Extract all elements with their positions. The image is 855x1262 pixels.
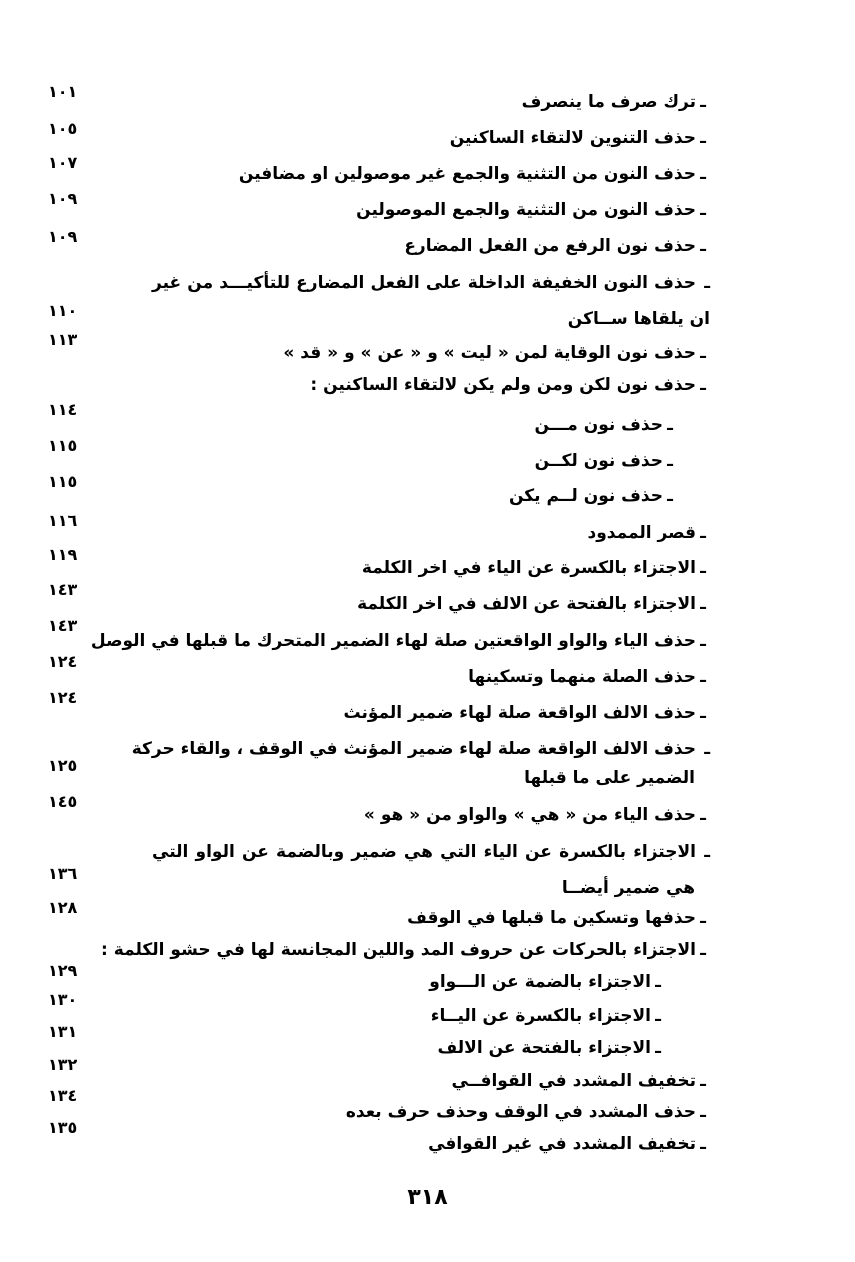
bullet-dash: ـ	[700, 667, 706, 687]
page-number: ١٢٩	[48, 961, 78, 980]
index-entry	[0, 338, 855, 368]
page-number: ١٤٣	[48, 616, 78, 635]
index-entry	[0, 935, 855, 965]
entry-text: تخفيف المشدد في غير القوافي	[428, 1134, 696, 1154]
entry-text: الاجتزاء بالكسرة عن الياء التي هي ضمير وبالضمة عن الواو التي	[152, 842, 696, 862]
entry-text: حذف الياء من « هي » والواو من « هو »	[363, 805, 696, 825]
bullet-dash: ـ	[700, 375, 706, 395]
entry-text: حذف الالف الواقعة صلة لهاء ضمير المؤنث في الوقف ، والقاء حركة	[131, 739, 696, 759]
bullet-dash: ـ	[700, 236, 706, 256]
page-number: ١٣٠	[48, 990, 78, 1009]
bullet-dash: ـ	[655, 1038, 661, 1058]
page-number: ١١٩	[48, 545, 78, 564]
index-entry	[0, 734, 855, 764]
index-entry	[0, 481, 855, 511]
page-number: ١٤٥	[48, 792, 78, 811]
entry-text: الاجتزاء بالفتحة عن الالف	[437, 1038, 651, 1058]
index-entry	[0, 159, 855, 189]
bullet-dash: ـ	[700, 594, 706, 614]
index-entry	[0, 662, 855, 692]
page-number: ١٢٤	[48, 652, 78, 671]
bullet-dash: ـ	[700, 1102, 706, 1122]
entry-text: الاجتزاء بالحركات عن حروف المد واللين المجانسة لها في حشو الكلمة :	[101, 940, 696, 960]
index-entry	[0, 967, 855, 997]
page-number: ١٢٤	[48, 688, 78, 707]
page-number: ١١٤	[48, 400, 78, 419]
index-entry	[0, 837, 855, 867]
index-entry	[0, 123, 855, 153]
bullet-dash: ـ	[700, 1134, 706, 1154]
entry-text: حذف الالف الواقعة صلة لهاء ضمير المؤنث	[343, 703, 696, 723]
index-entry	[0, 1001, 855, 1031]
index-entry	[0, 1066, 855, 1096]
bullet-dash: ـ	[667, 451, 673, 471]
entry-text: قصر الممدود	[587, 523, 696, 543]
index-entry	[0, 626, 855, 656]
bullet-dash: ـ	[700, 200, 706, 220]
index-entry	[0, 763, 855, 793]
page-number: ١٣٢	[48, 1055, 78, 1074]
page-number: ١١٦	[48, 511, 78, 530]
index-entry	[0, 553, 855, 583]
entry-text: حذف نون الرفع من الفعل المضارع	[404, 236, 696, 256]
entry-text: حذف الصلة منهما وتسكينها	[468, 667, 696, 687]
page-number: ١٠٩	[48, 189, 78, 208]
entry-text: حذف النون الخفيفة الداخلة على الفعل المضارع للتأكيـــد من غير	[152, 273, 696, 293]
bullet-dash: ـ	[700, 523, 706, 543]
bullet-dash: ـ	[700, 558, 706, 578]
page-number: ١٠٥	[48, 119, 78, 138]
bullet-dash: ـ	[700, 940, 706, 960]
page-number: ١٢٨	[48, 898, 78, 917]
index-entry	[0, 195, 855, 225]
bullet-dash: ـ	[700, 1071, 706, 1091]
index-entry	[0, 268, 855, 298]
index-entry	[0, 410, 855, 440]
page-number: ١٣٥	[48, 1118, 78, 1137]
page-number: ١٠١	[48, 82, 78, 101]
page-number: ١٣٦	[48, 864, 78, 883]
bullet-dash: ـ	[700, 805, 706, 825]
index-entry	[0, 1129, 855, 1159]
entry-text: حذف النون من التثنية والجمع الموصولين	[356, 200, 696, 220]
page-number: ١٠٩	[48, 227, 78, 246]
entry-text: حذفها وتسكين ما قبلها في الوقف	[407, 908, 696, 928]
entry-text: حذف نون الوقاية لمن « ليت » و « عن » و « قد »	[283, 343, 696, 363]
index-entry	[0, 446, 855, 476]
entry-text: الاجتزاء بالكسرة عن الياء في اخر الكلمة	[361, 558, 696, 578]
entry-text: الاجتزاء بالضمة عن الـــواو	[429, 972, 651, 992]
index-entry	[0, 518, 855, 548]
index-entry	[0, 698, 855, 728]
entry-text: حذف نون لكن ومن ولم يكن لالتقاء الساكنين :	[310, 375, 696, 395]
bullet-dash: ـ	[667, 415, 673, 435]
page-footer-number: ٣١٨	[407, 1185, 448, 1210]
bullet-dash: ـ	[700, 164, 706, 184]
entry-text: حذف النون من التثنية والجمع غير موصولين او مضافين	[238, 164, 696, 184]
page-number: ١٤٣	[48, 580, 78, 599]
page-number: ١١٥	[48, 436, 78, 455]
page-number: ١٣١	[48, 1022, 78, 1041]
entry-text: حذف نون مـــن	[534, 415, 663, 435]
entry-text: هي ضمير أيضــا	[561, 878, 695, 898]
entry-text: حذف الياء والواو الواقعتين صلة لهاء الضمير المتحرك ما قبلها في الوصل	[90, 631, 696, 651]
entry-text: حذف نون لــم يكن	[508, 486, 663, 506]
entry-text: حذف التنوين لالتقاء الساكنين	[449, 128, 696, 148]
index-entry	[0, 1033, 855, 1063]
index-entry	[0, 370, 855, 400]
bullet-dash: ـ	[700, 343, 706, 363]
page-number: ١١٥	[48, 472, 78, 491]
bullet-dash: ـ	[700, 908, 706, 928]
entry-text: تخفيف المشدد في القوافــي	[451, 1071, 696, 1091]
bullet-dash: ـ	[704, 739, 710, 759]
bullet-dash: ـ	[700, 128, 706, 148]
entry-text: ترك صرف ما ينصرف	[521, 92, 696, 112]
entry-text: الاجتزاء بالفتحة عن الالف في اخر الكلمة	[357, 594, 696, 614]
bullet-dash: ـ	[704, 273, 710, 293]
page-number: ١٣٤	[48, 1086, 78, 1105]
page-number: ١١٠	[48, 301, 78, 320]
index-entry	[0, 589, 855, 619]
entry-text: حذف المشدد في الوقف وحذف حرف بعده	[345, 1102, 696, 1122]
bullet-dash: ـ	[655, 972, 661, 992]
index-entry	[0, 231, 855, 261]
index-entry	[0, 87, 855, 117]
bullet-dash: ـ	[700, 631, 706, 651]
bullet-dash: ـ	[704, 842, 710, 862]
index-entry	[0, 903, 855, 933]
bullet-dash: ـ	[667, 486, 673, 506]
entry-text: ان يلقاها ســاكن	[567, 309, 710, 329]
entry-text: حذف نون لكــن	[534, 451, 663, 471]
index-entry	[0, 873, 855, 903]
index-entry	[0, 1097, 855, 1127]
entry-text: الضمير على ما قبلها	[524, 768, 695, 788]
index-entry	[0, 800, 855, 830]
bullet-dash: ـ	[700, 703, 706, 723]
bullet-dash: ـ	[700, 92, 706, 112]
bullet-dash: ـ	[655, 1006, 661, 1026]
entry-text: الاجتزاء بالكسرة عن اليــاء	[430, 1006, 651, 1026]
page-number: ١١٣	[48, 330, 78, 349]
index-entry	[0, 304, 855, 334]
page-number: ١٢٥	[48, 756, 78, 775]
page-number: ١٠٧	[48, 153, 78, 172]
